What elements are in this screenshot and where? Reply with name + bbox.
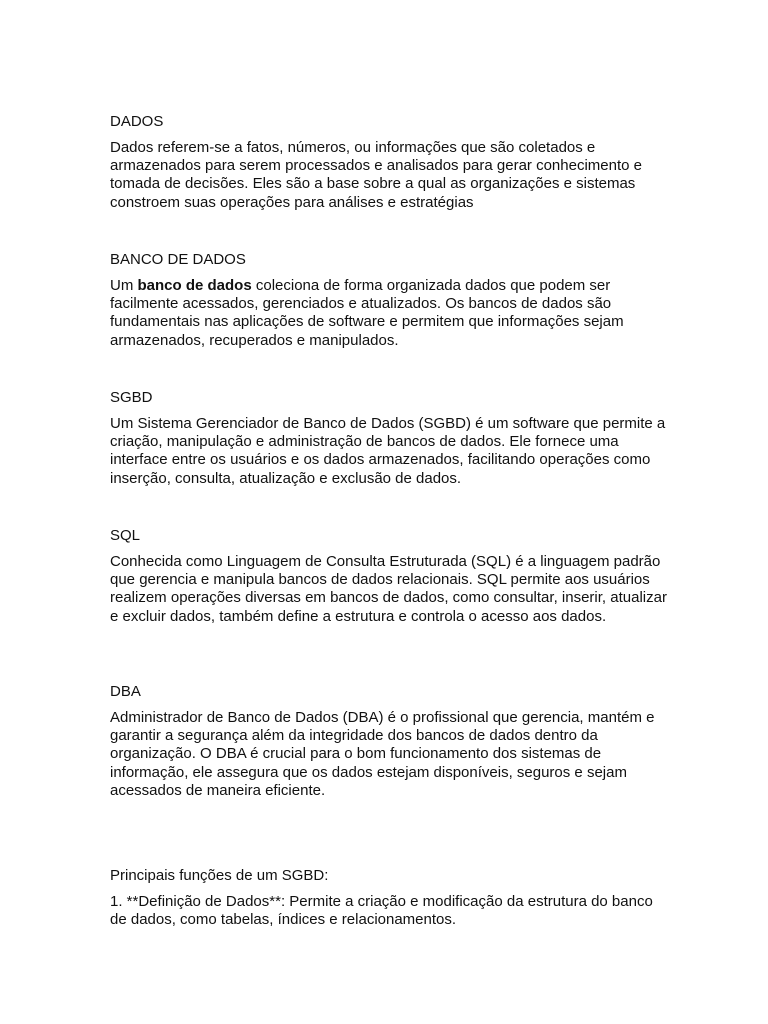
section-sql [110, 527, 670, 626]
section-heading: Principais funções de um SGBD: [110, 867, 329, 884]
paragraph-text: coleciona de forma organizada dados que podem ser facilmente acessados, gerenciados e atualizados. Os bancos de dados são fundamentais nas aplicações de software e permitem que informações sejam armazenados, recuperados e manipulados. [110, 277, 624, 349]
section-paragraph [110, 415, 670, 488]
paragraph-text: Um Sistema Gerenciador de Banco de Dados (SGBD) é um software que permite a criação, manipulação e administração de bancos de dados. Ele fornece uma interface entre os usuários e os dados armazenados, facilitando operações como inserção, consulta, atualização e exclusão de dados. [110, 415, 666, 487]
paragraph-text: Conhecida como Linguagem de Consulta Estruturada (SQL) é a linguagem padrão que gerencia e manipula bancos de dados relacionais. SQL permite aos usuários realizem operações diversas em bancos de dados, como consultar, inserir, atualizar e excluir dados, também define a estrutura e controla o acesso aos dados. [110, 553, 667, 625]
section-heading: BANCO DE DADOS [110, 251, 246, 268]
section-paragraph [110, 139, 670, 212]
section-paragraph [110, 553, 670, 626]
section-paragraph [110, 893, 670, 929]
section-paragraph [110, 709, 670, 800]
paragraph-text: 1. **Definição de Dados**: Permite a criação e modificação da estrutura do banco de dados, como tabelas, índices e relacionamentos. [110, 893, 653, 929]
paragraph-text: Dados referem-se a fatos, números, ou informações que são coletados e armazenados para serem processados e analisados para gerar conhecimento e tomada de decisões. Eles são a base sobre a qual as organizações e sistemas constroem suas operações para análises e estratégias [110, 139, 642, 211]
section-paragraph [110, 277, 670, 350]
section-dba [110, 683, 670, 800]
section-sgbd [110, 389, 670, 488]
section-heading: DADOS [110, 113, 164, 130]
paragraph-bold-term: banco de dados [137, 277, 252, 294]
section-dados [110, 113, 670, 212]
section-heading: DBA [110, 683, 141, 700]
paragraph-lead: Um [110, 277, 138, 294]
paragraph-text: Administrador de Banco de Dados (DBA) é o profissional que gerencia, mantém e garantir a segurança além da integridade dos bancos de dados dentro da organização. O DBA é crucial para o bom funcionamento dos sistemas de informação, ele assegura que os dados estejam disponíveis, seguros e sejam acessados de maneira eficiente. [110, 709, 655, 799]
section-heading: SQL [110, 527, 141, 544]
section-principais-funcoes [110, 867, 670, 929]
section-banco-de-dados [110, 251, 670, 350]
section-heading: SGBD [110, 389, 153, 406]
